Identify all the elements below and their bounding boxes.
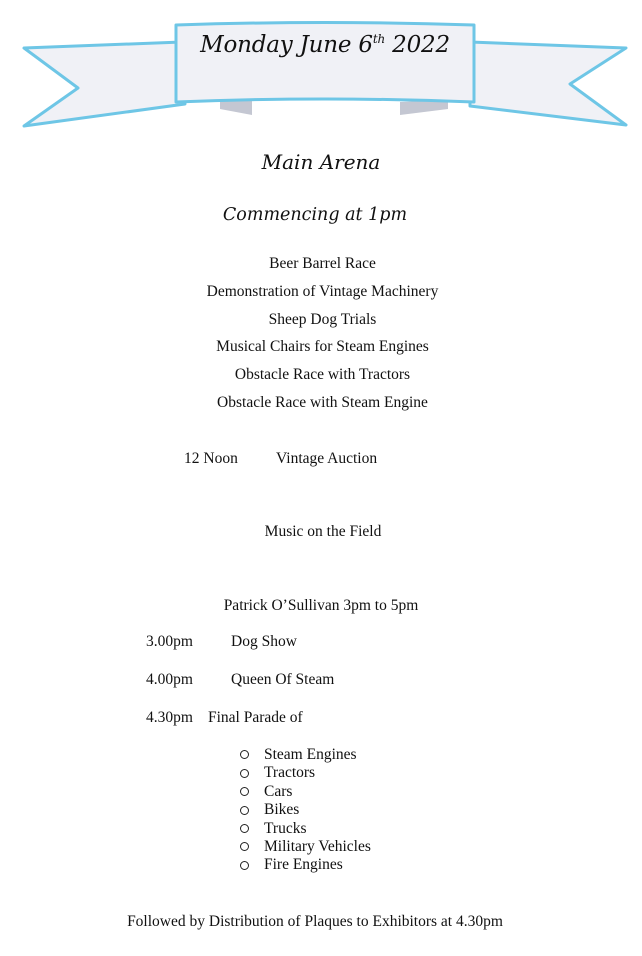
circle-bullet-icon [240,750,249,759]
parade-list [236,746,371,875]
parade-item-label: Fire Engines [264,856,343,874]
parade-item [236,856,371,874]
parade-item [236,783,371,801]
date-title-year: 2022 [385,32,450,58]
circle-bullet-icon [240,769,249,778]
event-item: Musical Chairs for Steam Engines [216,338,429,356]
ribbon-left-fold [220,100,252,115]
music-performer: Patrick O’Sullivan 3pm to 5pm [223,597,419,614]
schedule-time: 3.00pm [146,633,193,650]
section-title: Main Arena [261,150,381,174]
circle-bullet-icon [240,824,249,833]
parade-item [236,801,371,819]
parade-item-label: Cars [264,782,293,800]
circle-bullet-icon [240,806,249,815]
schedule-time: 4.00pm [146,671,193,688]
date-title-main: Monday June 6 [200,32,373,58]
ribbon-banner [0,0,642,135]
event-item: Obstacle Race with Steam Engine [217,393,428,411]
circle-bullet-icon [240,861,249,870]
auction-time: 12 Noon [184,450,238,467]
parade-item [236,838,371,856]
event-item: Demonstration of Vintage Machinery [206,282,439,300]
parade-item [236,746,371,764]
ribbon-right-tail [470,42,626,125]
music-heading: Music on the Field [264,523,382,540]
parade-item [236,764,371,782]
date-title [175,32,475,58]
circle-bullet-icon [240,842,249,851]
parade-item [236,820,371,838]
schedule-label: Final Parade of [208,709,303,726]
event-item: Obstacle Race with Tractors [234,366,411,384]
event-item: Sheep Dog Trials [268,310,377,328]
ribbon-left-tail [24,42,185,126]
schedule-label: Queen Of Steam [231,671,335,688]
parade-item-label: Trucks [264,819,307,837]
section-subtitle: Commencing at 1pm [222,205,408,225]
parade-item-label: Tractors [264,764,316,782]
auction-label: Vintage Auction [276,450,378,467]
circle-bullet-icon [240,787,249,796]
date-title-suffix: th [372,32,386,46]
parade-item-label: Steam Engines [264,746,357,763]
schedule-label: Dog Show [231,633,297,650]
parade-item-label: Bikes [264,801,300,819]
footer-note: Followed by Distribution of Plaques to Exhibitors at 4.30pm [127,913,503,930]
events-list [0,253,642,420]
event-item: Beer Barrel Race [269,255,376,272]
parade-item-label: Military Vehicles [264,837,371,855]
schedule-time: 4.30pm [146,709,193,726]
